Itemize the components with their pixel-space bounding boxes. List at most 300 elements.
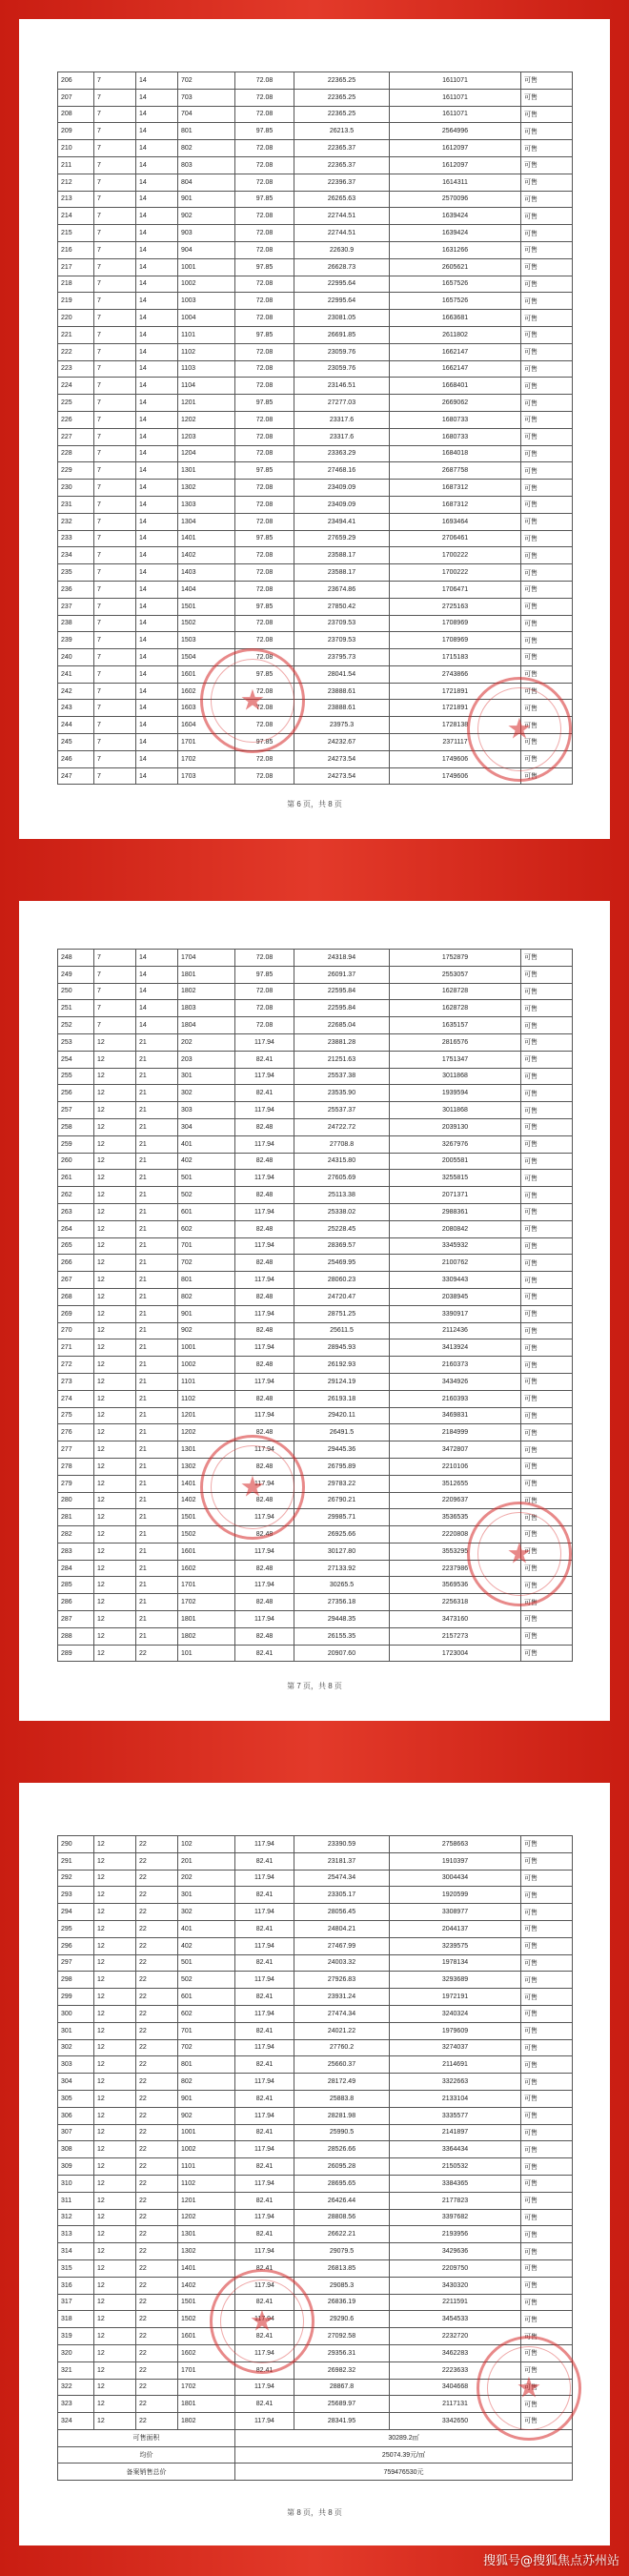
table-cell: 72.08 xyxy=(235,983,294,1000)
table-cell: 242 xyxy=(58,683,94,700)
table-cell: 21 xyxy=(136,1187,178,1204)
table-cell: 72.08 xyxy=(235,1000,294,1017)
table-cell: 22 xyxy=(136,1836,178,1853)
table-cell: 101 xyxy=(178,1645,235,1662)
table-cell: 300 xyxy=(58,2005,94,2022)
table-cell: 3342650 xyxy=(390,2413,521,2430)
table-cell: 295 xyxy=(58,1920,94,1937)
table-cell: 12 xyxy=(94,2361,136,2379)
table-cell: 21 xyxy=(136,1560,178,1577)
table-cell: 21 xyxy=(136,1203,178,1220)
table-cell: 72.08 xyxy=(235,106,294,123)
table-cell: 1614311 xyxy=(390,174,521,191)
table-cell: 3309443 xyxy=(390,1272,521,1289)
table-cell: 14 xyxy=(136,411,178,428)
table-cell: 1700222 xyxy=(390,564,521,582)
table-cell: 12 xyxy=(94,1357,136,1374)
table-cell: 1612097 xyxy=(390,156,521,174)
table-cell: 23888.61 xyxy=(294,700,390,717)
table-cell: 245 xyxy=(58,734,94,751)
table-cell: 117.94 xyxy=(235,2311,294,2328)
table-cell: 23081.05 xyxy=(294,310,390,327)
table-cell: 97.85 xyxy=(235,191,294,208)
table-cell: 276 xyxy=(58,1424,94,1441)
table-cell: 14 xyxy=(136,241,178,258)
status-cell: 可售 xyxy=(521,950,573,967)
table-cell: 1752879 xyxy=(390,950,521,967)
table-cell: 22 xyxy=(136,2124,178,2141)
table-cell: 21 xyxy=(136,1492,178,1509)
table-cell: 501 xyxy=(178,1170,235,1187)
table-cell: 82.41 xyxy=(235,1954,294,1972)
table-cell: 24021.22 xyxy=(294,2022,390,2039)
table-cell: 1102 xyxy=(178,2175,235,2192)
table-cell: 24273.54 xyxy=(294,767,390,785)
table-cell: 21 xyxy=(136,1305,178,1322)
table-cell: 1920599 xyxy=(390,1887,521,1904)
table-cell: 14 xyxy=(136,174,178,191)
table-cell: 243 xyxy=(58,700,94,717)
table-cell: 12 xyxy=(94,2039,136,2056)
table-cell: 22396.37 xyxy=(294,174,390,191)
table-cell: 1003 xyxy=(178,293,235,310)
table-cell: 1202 xyxy=(178,2209,235,2226)
table-cell: 14 xyxy=(136,89,178,106)
table-cell: 22744.51 xyxy=(294,208,390,225)
table-row xyxy=(58,1645,573,1662)
table-cell: 601 xyxy=(178,1203,235,1220)
table-cell: 117.94 xyxy=(235,1972,294,1989)
status-cell: 可售 xyxy=(521,2141,573,2158)
table-cell: 117.94 xyxy=(235,2107,294,2124)
table-cell: 23305.17 xyxy=(294,1887,390,1904)
table-cell: 21 xyxy=(136,1594,178,1611)
table-cell: 117.94 xyxy=(235,2141,294,2158)
table-cell: 7 xyxy=(94,598,136,615)
table-cell: 21 xyxy=(136,1611,178,1628)
status-cell: 可售 xyxy=(521,1870,573,1887)
table-cell: 22 xyxy=(136,1645,178,1662)
table-cell: 2210106 xyxy=(390,1458,521,1475)
table-cell: 29085.3 xyxy=(294,2277,390,2294)
status-cell: 可售 xyxy=(521,480,573,497)
table-cell: 3011868 xyxy=(390,1068,521,1085)
table-row xyxy=(58,1870,573,1887)
status-cell: 可售 xyxy=(521,496,573,513)
table-cell: 901 xyxy=(178,2090,235,2107)
table-cell: 12 xyxy=(94,1322,136,1339)
table-cell: 28751.25 xyxy=(294,1305,390,1322)
table-cell: 14 xyxy=(136,293,178,310)
table-cell: 21 xyxy=(136,1237,178,1255)
table-cell: 1749606 xyxy=(390,767,521,785)
status-cell: 可售 xyxy=(521,140,573,157)
table-cell: 902 xyxy=(178,208,235,225)
table-cell: 602 xyxy=(178,2005,235,2022)
table-cell: 117.94 xyxy=(235,2074,294,2091)
status-cell: 可售 xyxy=(521,2209,573,2226)
table-cell: 12 xyxy=(94,1390,136,1407)
table-cell: 29124.19 xyxy=(294,1373,390,1390)
table-row xyxy=(58,2311,573,2328)
status-cell: 可售 xyxy=(521,1102,573,1119)
table-row xyxy=(58,428,573,445)
table-cell: 271 xyxy=(58,1339,94,1357)
status-cell: 可售 xyxy=(521,1937,573,1954)
status-cell: 可售 xyxy=(521,966,573,983)
table-cell: 1639424 xyxy=(390,225,521,242)
table-cell: 231 xyxy=(58,496,94,513)
table-cell: 1751347 xyxy=(390,1051,521,1068)
table-cell: 12 xyxy=(94,1645,136,1662)
table-cell: 117.94 xyxy=(235,1033,294,1051)
table-cell: 22 xyxy=(136,2158,178,2176)
table-cell: 12 xyxy=(94,1237,136,1255)
status-cell: 可售 xyxy=(521,2413,573,2430)
table-cell: 1639424 xyxy=(390,208,521,225)
table-cell: 22365.37 xyxy=(294,156,390,174)
status-cell: 可售 xyxy=(521,2090,573,2107)
table-cell: 3004434 xyxy=(390,1870,521,1887)
table-cell: 7 xyxy=(94,293,136,310)
table-row xyxy=(58,2074,573,2091)
table-row xyxy=(58,496,573,513)
table-cell: 27474.34 xyxy=(294,2005,390,2022)
status-cell: 可售 xyxy=(521,598,573,615)
table-cell: 254 xyxy=(58,1051,94,1068)
table-row xyxy=(58,683,573,700)
table-cell: 1706471 xyxy=(390,581,521,598)
table-cell: 2160373 xyxy=(390,1357,521,1374)
summary-value: 25074.39元/㎡ xyxy=(235,2446,573,2464)
table-cell: 7 xyxy=(94,734,136,751)
table-cell: 318 xyxy=(58,2311,94,2328)
table-cell: 72.08 xyxy=(235,750,294,767)
table-cell: 201 xyxy=(178,1852,235,1870)
table-cell: 82.48 xyxy=(235,1458,294,1475)
table-cell: 30127.80 xyxy=(294,1543,390,1560)
table-cell: 1001 xyxy=(178,2124,235,2141)
table-row xyxy=(58,106,573,123)
table-cell: 26925.66 xyxy=(294,1526,390,1544)
table-cell: 12 xyxy=(94,1972,136,1989)
table-cell: 26691.85 xyxy=(294,326,390,343)
table-cell: 12 xyxy=(94,2259,136,2277)
table-cell: 23709.53 xyxy=(294,632,390,649)
table-cell: 22 xyxy=(136,2226,178,2243)
table-cell: 2114691 xyxy=(390,2056,521,2074)
table-cell: 236 xyxy=(58,581,94,598)
status-cell: 可售 xyxy=(521,1203,573,1220)
table-cell: 72.08 xyxy=(235,343,294,360)
table-cell: 292 xyxy=(58,1870,94,1887)
table-cell: 7 xyxy=(94,191,136,208)
summary-label: 均价 xyxy=(58,2446,235,2464)
table-cell: 23931.24 xyxy=(294,1989,390,2006)
table-cell: 1102 xyxy=(178,343,235,360)
table-cell: 307 xyxy=(58,2124,94,2141)
table-cell: 1657526 xyxy=(390,293,521,310)
table-cell: 21 xyxy=(136,1526,178,1544)
table-cell: 14 xyxy=(136,378,178,395)
table-cell: 97.85 xyxy=(235,123,294,140)
status-cell: 可售 xyxy=(521,462,573,480)
table-cell: 253 xyxy=(58,1033,94,1051)
document-page-6 xyxy=(19,19,610,839)
table-cell: 234 xyxy=(58,547,94,564)
table-cell: 27708.8 xyxy=(294,1135,390,1153)
table-cell: 211 xyxy=(58,156,94,174)
table-cell: 217 xyxy=(58,258,94,276)
table-cell: 203 xyxy=(178,1051,235,1068)
table-cell: 294 xyxy=(58,1904,94,1921)
table-cell: 117.94 xyxy=(235,1543,294,1560)
table-cell: 14 xyxy=(136,632,178,649)
table-cell: 29420.11 xyxy=(294,1407,390,1424)
table-cell: 2256318 xyxy=(390,1594,521,1611)
table-cell: 117.94 xyxy=(235,1237,294,1255)
table-cell: 26491.5 xyxy=(294,1424,390,1441)
table-cell: 22 xyxy=(136,1870,178,1887)
table-cell: 1801 xyxy=(178,1611,235,1628)
table-cell: 30265.5 xyxy=(294,1577,390,1594)
table-cell: 72.08 xyxy=(235,496,294,513)
table-cell: 7 xyxy=(94,1017,136,1034)
table-cell: 82.41 xyxy=(235,1989,294,2006)
table-cell: 25537.37 xyxy=(294,1102,390,1119)
table-cell: 14 xyxy=(136,734,178,751)
table-cell: 22 xyxy=(136,2328,178,2345)
table-cell: 14 xyxy=(136,598,178,615)
table-cell: 1703 xyxy=(178,767,235,785)
status-cell: 可售 xyxy=(521,1441,573,1459)
table-cell: 117.94 xyxy=(235,1870,294,1887)
table-row xyxy=(58,1577,573,1594)
table-cell: 323 xyxy=(58,2396,94,2413)
table-cell: 1611071 xyxy=(390,89,521,106)
table-cell: 22 xyxy=(136,2311,178,2328)
table-cell: 2687758 xyxy=(390,462,521,480)
table-cell: 22 xyxy=(136,2243,178,2260)
table-cell: 2157273 xyxy=(390,1627,521,1645)
table-cell: 27605.69 xyxy=(294,1170,390,1187)
table-cell: 26193.18 xyxy=(294,1390,390,1407)
table-row xyxy=(58,1954,573,1972)
table-cell: 28060.23 xyxy=(294,1272,390,1289)
table-cell: 12 xyxy=(94,1068,136,1085)
table-cell: 117.94 xyxy=(235,1203,294,1220)
table-cell: 3308977 xyxy=(390,1904,521,1921)
status-cell: 可售 xyxy=(521,734,573,751)
table-cell: 72.08 xyxy=(235,293,294,310)
table-cell: 22685.04 xyxy=(294,1017,390,1034)
table-row xyxy=(58,2294,573,2311)
table-row xyxy=(58,123,573,140)
table-row xyxy=(58,1972,573,1989)
status-cell: 可售 xyxy=(521,123,573,140)
table-cell: 3473160 xyxy=(390,1611,521,1628)
table-row xyxy=(58,1390,573,1407)
table-cell: 27468.16 xyxy=(294,462,390,480)
status-cell: 可售 xyxy=(521,2361,573,2379)
table-row xyxy=(58,966,573,983)
table-cell: 117.94 xyxy=(235,1373,294,1390)
table-cell: 117.94 xyxy=(235,1475,294,1492)
table-cell: 1668401 xyxy=(390,378,521,395)
table-cell: 1662147 xyxy=(390,360,521,378)
table-cell: 3469831 xyxy=(390,1407,521,1424)
table-cell: 22 xyxy=(136,2090,178,2107)
table-cell: 215 xyxy=(58,225,94,242)
table-cell: 27092.58 xyxy=(294,2328,390,2345)
table-cell: 14 xyxy=(136,615,178,632)
table-row xyxy=(58,581,573,598)
table-cell: 240 xyxy=(58,649,94,666)
status-cell: 可售 xyxy=(521,2039,573,2056)
table-cell: 7 xyxy=(94,581,136,598)
table-row xyxy=(58,530,573,547)
status-cell: 可售 xyxy=(521,1407,573,1424)
table-cell: 14 xyxy=(136,750,178,767)
table-cell: 25883.8 xyxy=(294,2090,390,2107)
table-cell: 12 xyxy=(94,1526,136,1544)
table-cell: 1702 xyxy=(178,750,235,767)
table-cell: 117.94 xyxy=(235,2413,294,2430)
table-cell: 7 xyxy=(94,950,136,967)
table-cell: 252 xyxy=(58,1017,94,1034)
table-cell: 704 xyxy=(178,106,235,123)
table-cell: 283 xyxy=(58,1543,94,1560)
table-cell: 12 xyxy=(94,1458,136,1475)
table-cell: 1402 xyxy=(178,1492,235,1509)
status-cell: 可售 xyxy=(521,1594,573,1611)
table-cell: 3429636 xyxy=(390,2243,521,2260)
table-cell: 209 xyxy=(58,123,94,140)
status-cell: 可售 xyxy=(521,1255,573,1272)
table-cell: 304 xyxy=(178,1118,235,1135)
table-cell: 2112436 xyxy=(390,1322,521,1339)
table-cell: 221 xyxy=(58,326,94,343)
status-cell: 可售 xyxy=(521,2379,573,2396)
status-cell: 可售 xyxy=(521,1627,573,1645)
table-cell: 22 xyxy=(136,2005,178,2022)
table-cell: 293 xyxy=(58,1887,94,1904)
status-cell: 可售 xyxy=(521,1000,573,1017)
table-cell: 3274037 xyxy=(390,2039,521,2056)
table-cell: 2611802 xyxy=(390,326,521,343)
table-row xyxy=(58,700,573,717)
table-cell: 72.08 xyxy=(235,513,294,530)
table-row xyxy=(58,1424,573,1441)
table-cell: 22 xyxy=(136,2175,178,2192)
table-cell: 301 xyxy=(178,1887,235,1904)
table-cell: 1704 xyxy=(178,950,235,967)
table-cell: 24273.54 xyxy=(294,750,390,767)
table-cell: 24232.67 xyxy=(294,734,390,751)
summary-row xyxy=(58,2429,573,2446)
table-cell: 260 xyxy=(58,1153,94,1170)
table-cell: 12 xyxy=(94,2192,136,2209)
table-cell: 3536535 xyxy=(390,1509,521,1526)
status-cell: 可售 xyxy=(521,411,573,428)
table-cell: 2100762 xyxy=(390,1255,521,1272)
table-cell: 1602 xyxy=(178,683,235,700)
table-cell: 287 xyxy=(58,1611,94,1628)
table-cell: 12 xyxy=(94,2226,136,2243)
table-cell: 306 xyxy=(58,2107,94,2124)
table-cell: 27467.99 xyxy=(294,1937,390,1954)
table-cell: 2005581 xyxy=(390,1153,521,1170)
table-cell: 22365.25 xyxy=(294,89,390,106)
table-row xyxy=(58,2259,573,2277)
table-cell: 3255815 xyxy=(390,1170,521,1187)
table-cell: 72.08 xyxy=(235,208,294,225)
table-cell: 702 xyxy=(178,1255,235,1272)
table-cell: 258 xyxy=(58,1118,94,1135)
table-cell: 322 xyxy=(58,2379,94,2396)
table-cell: 72.08 xyxy=(235,1017,294,1034)
table-cell: 14 xyxy=(136,513,178,530)
table-row xyxy=(58,1272,573,1289)
table-cell: 12 xyxy=(94,1543,136,1560)
table-cell: 82.41 xyxy=(235,2158,294,2176)
table-cell: 1302 xyxy=(178,1458,235,1475)
table-row xyxy=(58,1255,573,1272)
table-cell: 219 xyxy=(58,293,94,310)
table-cell: 224 xyxy=(58,378,94,395)
table-cell: 280 xyxy=(58,1492,94,1509)
status-cell: 可售 xyxy=(521,1492,573,1509)
table-cell: 7 xyxy=(94,310,136,327)
table-cell: 319 xyxy=(58,2328,94,2345)
table-cell: 82.48 xyxy=(235,1560,294,1577)
table-cell: 267 xyxy=(58,1272,94,1289)
table-cell: 12 xyxy=(94,1102,136,1119)
table-cell: 801 xyxy=(178,1272,235,1289)
status-cell: 可售 xyxy=(521,343,573,360)
status-cell: 可售 xyxy=(521,2243,573,2260)
table-row xyxy=(58,1135,573,1153)
table-cell: 27277.03 xyxy=(294,395,390,412)
table-cell: 12 xyxy=(94,2328,136,2345)
table-cell: 28041.54 xyxy=(294,665,390,683)
status-cell: 可售 xyxy=(521,1305,573,1322)
status-cell: 可售 xyxy=(521,767,573,785)
table-row xyxy=(58,2209,573,2226)
table-cell: 321 xyxy=(58,2361,94,2379)
table-cell: 12 xyxy=(94,2090,136,2107)
table-cell: 22995.64 xyxy=(294,276,390,293)
table-cell: 14 xyxy=(136,564,178,582)
table-cell: 72.08 xyxy=(235,717,294,734)
table-row xyxy=(58,326,573,343)
table-cell: 2570096 xyxy=(390,191,521,208)
status-cell: 可售 xyxy=(521,615,573,632)
table-cell: 1103 xyxy=(178,360,235,378)
status-cell: 可售 xyxy=(521,1170,573,1187)
table-cell: 82.41 xyxy=(235,2361,294,2379)
table-row xyxy=(58,2039,573,2056)
table-cell: 12 xyxy=(94,1870,136,1887)
table-cell: 117.94 xyxy=(235,1836,294,1853)
table-cell: 274 xyxy=(58,1390,94,1407)
table-row xyxy=(58,1887,573,1904)
table-cell: 26622.21 xyxy=(294,2226,390,2243)
table-cell: 701 xyxy=(178,2022,235,2039)
table-cell: 1301 xyxy=(178,2226,235,2243)
table-cell: 23409.09 xyxy=(294,496,390,513)
table-cell: 14 xyxy=(136,717,178,734)
